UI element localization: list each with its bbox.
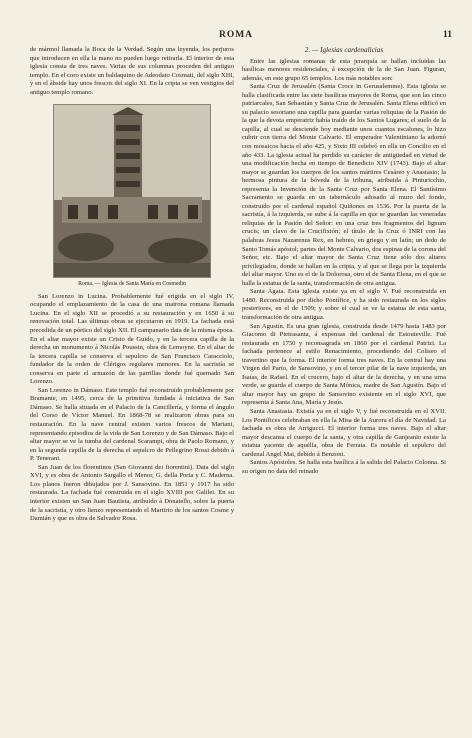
paragraph-san-juan-florentinos: San Juan de los florentinos (San Giovanni dei fiorentini). Data del siglo XVI, y es obra de Antonio Sargallo el Menor, G. della Porta y C. Maderna. Los planos fueron dibujados por J. Sansovino. En 1851 y 1917 ha sido restaurada. La fachada fué construida en el siglo XVIII por Galilei. En su interior existen un San Juan Bautista, atribuido á Donatello, sobre la puerta de la sacristía, y otro lienzo representando el Martirio de los santos Cosme y Damián y que es obra de Salvador Rosa. bbox=[30, 463, 234, 523]
running-header-title: ROMA bbox=[218, 30, 254, 40]
paragraph-santa-anastasia: Santa Anastasia. Existía ya en el siglo V, y fué reconstruida en el XVII. Los Pontífices celebraban en ella la Misa de la Aurora el día de Navidad. La fachada es obra de Arrigucci. El interior forma tres naves. Bajo el altar mayor descansa el cuerpo de la santa, y otra capilla de Ganjeanio existe la estatua yacente de aquélla, obra de Ferrata. Es notable el sepulcro del cardenal Angel Mai, debido á Benzoni. bbox=[242, 407, 446, 458]
bell-tower-illustration bbox=[54, 105, 210, 277]
section-heading: 2. — Iglesias cardenalicias bbox=[304, 46, 384, 54]
paragraph-santa-cruz-jerusalen: Santa Cruz de Jerusalén (Santa Croce in Gerusalemme). Esta iglesia se halla clasificada entre las siete basílicas mayores de Roma, que son las cinco patriarcales, San Sebastián y Santa Cruz de Jerusalén. Santa Elena edificó en su palacio sesoriano una capilla para guardar varias reliquias de la Pasión de la que la devota emperatriz había traído de los Santos Lugares; el suelo de la capilla, al cual se desciende hoy mediante unos cuantos escalones, lo hizo cubrir con tierra del Monte Calvario. El emperador Valentiniano la adornó con mosaicos hacia el año 425, y Sixto III celebró en ella un Concilio en el año 433. La iglesia actual ha perdido su carácter de antigüedad en virtud de una modificación hecha en tiempo de Benedicto XIV (1743). Bajo el altar mayor se guardan los cuerpos de los santos mártires Cesáreo y Anastasio; la hermosa pintura de la bóveda de la tribuna, atribuida á Pinturicchio, representa la Invención de la Santa Cruz por Santa Elena. El Santísimo Sacramento se guarda en un tabernáculo adosado al muro del fondo, construido por el cardenal español Quiñones en 1536. Por la puerta de la sacristía, á la izquierda, se sube á la capilla en que se guardan las veneradas reliquias de la Pasión del Señor: en una cruz tres fragmentos del lignum crucis; un clavo de la Crucifixión; el título de la Cruz ó INRI con las palabras Jesus Nazarenus Rex, en hebreo, en griego y en latín; un dedo de Santo Tomás apóstol; partes del Monte Calvario, dos espinas de la corona del Señor, etc. Bajo el altar mayor de Santa Cruz tiene sólo dos altares privilegiados, donde se hallan en la cripta, y al que se llega por la izquierda del altar mayor. Uno es el de la Dolorosa, otro el de Santa Elena, en el que se halla la estatua de la santa, transformación de otra antigua. bbox=[242, 83, 446, 287]
left-column bbox=[30, 46, 234, 726]
paragraph-santos-apostoles: Santos Apóstoles. Se halla esta basílica á la salida del Palacio Colonna. Si su origen no data del reinado bbox=[242, 459, 446, 475]
paragraph-san-lorenzo-damaso: San Lorenzo in Dámaso. Este templo fué reconstruido probablemente por Bramante, en 1495, cerca de la primitiva fundada á iniciativa de San Dámaso. Se halla situada en el Palacio de la Cancillería, y forma el ángulo del Corso de Víctor Manuel. En 1868-78 se realizaron obras para su restauración. En la nave central existen varios frescos de Mariani, representando episodios de la vida de San Lorenzo y de San Dámaso. Bajo el altar mayor se ve la tumba del cardenal Scarampi, obra de Paolo Romano, y en la segunda capilla de la derecha el sepulcro de Pellegrino Rossi debido á P. Tenerani. bbox=[30, 386, 234, 463]
paragraph-san-lorenzo-lucina: San Lorenzo in Lucina. Probablemente fué erigida en el siglo IV, ocupando el emplazamiento de la casa de una matrona romana llamada Lucina. En el siglo XII se procedió a su restauración y en 1650 á su renovación total. Las últimas obras se ejecutaron en 1919. La fachada está precedida de un pórtico del siglo XII. El campanario data de la misma época. En el altar mayor existe un Cristo de Guido, y en la tercera capilla de la derecha un monumento á Nicolás Poussin, obra de Lemoyne. En el altar de la tercera capilla se conserva el sepulcro de San Francisco Caracciolo, fundador de la orden de Clérigos regulares menores. En la sacristía se conserva en parte el armazón de las parrillas donde fué quemado San Lorenzo. bbox=[30, 292, 234, 386]
image-caption: Roma. — Iglesia de Santa María en Cosmedin bbox=[78, 281, 186, 288]
page-number: 11 bbox=[443, 30, 452, 40]
intro-paragraph: de mármol llamada la Boca de la Verdad. Según una leyenda, los perjuros que introducen en ella la mano no pueden luego retirarla. El interior de esta iglesia consta de tres naves. Varias de sus columnas proceden del antiguo templo. En el coro existe un baldaquino de Adeodato Cosmati, del siglo XIII, y en el ábside hay unos frescos del siglo XI. En la cripta se ven vestigios del antiguo templo romano. bbox=[30, 46, 234, 96]
paragraph-intro-cardenalicias: Entre las iglesias romanas de esta jerarquía se hallan incluidas las basílicas menores residenciales, á excepción de la de San Juan. Figuran, además, en este grupo 65 templos. Los más notables son: bbox=[242, 57, 446, 82]
paragraph-san-agustin: San Agustín. Es una gran iglesia, construida desde 1479 hasta 1483 por Giacomo di Pietrasanta, á expensas del cardenal de Estouteville. Fué restaurada en 1750 y reconsagrada en 1860 por el cardenal Patrizi. La fachada pertenece al estilo Renacimiento, procediendo del Coliseo el travertino que la forma. El interior forma tres naves. En la central hay una Virgen del Parto, de Sansovino, y en el tercer pilar de la nave izquierda, un Isaías, de Rafael. En el crucero, bajo el altar de la derecha, y en una urna verde, se guarda el cuerpo de Santa Mónica, madre de San Agustín. Bajo el altar mayor hay un grupo de Sansovino existente en el siglo XVI, que representa á Santa Ana, María y Jesús. bbox=[242, 322, 446, 407]
paragraph-santa-agata: Santa Ágata. Esta iglesia existe ya en el siglo V. Fué reconstruida en 1480. Reconstruida por dicho Pontífice, y ha sido restaurada en los siglos posteriores, en el de 1509; y sobre el cual se ve la estatua de esta santa, transformación de otra antigua. bbox=[242, 288, 446, 321]
church-photograph bbox=[53, 104, 211, 278]
right-column bbox=[242, 46, 446, 726]
